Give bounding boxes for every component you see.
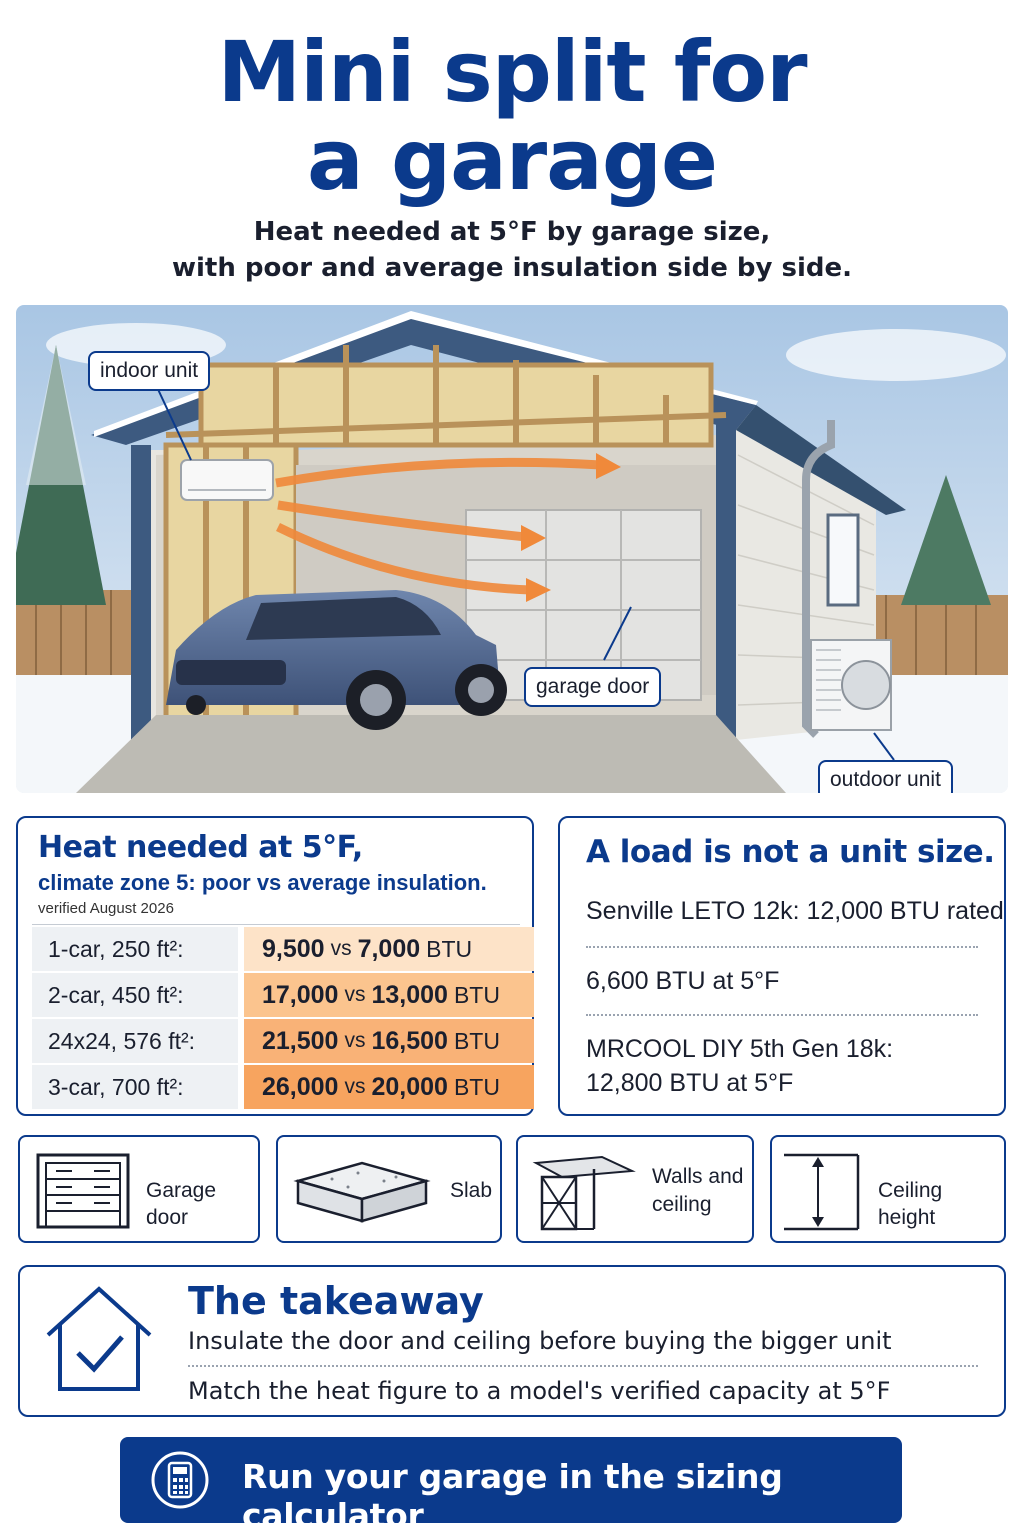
heat-table-divider [32, 924, 520, 925]
dotted-divider [586, 1014, 978, 1016]
vs-text: vs [344, 1075, 366, 1098]
average-value: 20,000 [371, 1072, 448, 1101]
senville-5f-text: 6,600 BTU at 5°F [586, 967, 780, 995]
walls-ceiling-icon [532, 1151, 636, 1233]
heat-panel-title: Heat needed at 5°F, [38, 830, 363, 865]
factor-card-garage-door [18, 1135, 260, 1243]
heat-row-values [244, 1065, 534, 1109]
heat-row-values [244, 973, 534, 1017]
unit-text: BTU [453, 981, 500, 1008]
heat-row-2-car [32, 973, 534, 1017]
heat-row-values [244, 1019, 534, 1063]
poor-value: 21,500 [262, 1026, 339, 1055]
load-vs-unit-panel [558, 816, 1006, 1116]
poor-value: 9,500 [262, 934, 325, 963]
garage-door-icon [34, 1151, 132, 1231]
callout-outdoor-unit: outdoor unit [818, 760, 953, 793]
subtitle-line-2: with poor and average insulation side by side. [171, 253, 853, 283]
title-line-1: Mini split for [217, 23, 807, 121]
factor-label: Garage door [146, 1179, 217, 1229]
page-title [0, 23, 1024, 209]
heat-row-values [244, 927, 534, 971]
mrcool-5f-text: 12,800 BTU at 5°F [586, 1069, 794, 1097]
factor-card-ceiling-height [770, 1135, 1006, 1243]
factor-card-slab [276, 1135, 502, 1243]
average-value: 16,500 [371, 1026, 448, 1055]
heat-row-label: 3-car, 700 ft²: [32, 1065, 238, 1109]
factor-label-line-1: Walls and [652, 1165, 744, 1188]
callout-garage-door: garage door [524, 667, 661, 707]
senville-rated-text: Senville LETO 12k: 12,000 BTU rated [586, 897, 1004, 925]
unit-text: BTU [453, 1073, 500, 1100]
heat-row-24x24 [32, 1019, 534, 1063]
vs-text: vs [344, 1029, 366, 1052]
page-subtitle [0, 214, 1024, 286]
poor-value: 17,000 [262, 980, 339, 1009]
unit-text: BTU [426, 935, 473, 962]
subtitle-line-1: Heat needed at 5°F by garage size, [253, 217, 771, 247]
heat-panel-subtitle: climate zone 5: poor vs average insulation. [38, 870, 487, 895]
average-value: 13,000 [371, 980, 448, 1009]
heat-row-1-car [32, 927, 534, 971]
factor-label-line-2: ceiling [652, 1193, 712, 1216]
heat-panel-verified: verified August 2026 [38, 900, 174, 917]
heat-row-label: 2-car, 450 ft²: [32, 973, 238, 1017]
callout-indoor-unit: indoor unit [88, 351, 210, 391]
house-check-icon [42, 1283, 156, 1395]
takeaway-title: The takeaway [188, 1279, 484, 1323]
dotted-divider [188, 1365, 978, 1367]
heat-row-label: 1-car, 250 ft²: [32, 927, 238, 971]
heat-row-3-car [32, 1065, 534, 1109]
load-panel-title: A load is not a unit size. [586, 834, 995, 870]
factor-label: Slab [450, 1179, 493, 1202]
ceiling-height-icon [782, 1151, 862, 1233]
takeaway-line-1: Insulate the door and ceiling before buying the bigger unit [188, 1327, 892, 1355]
title-line-2: a garage [307, 111, 717, 209]
poor-value: 26,000 [262, 1072, 339, 1101]
vs-text: vs [344, 983, 366, 1006]
sizing-calculator-label: Run your garage in the sizing calculator [242, 1457, 783, 1535]
sizing-calculator-button[interactable] [120, 1437, 902, 1535]
garage-illustration [16, 305, 1008, 793]
dotted-divider [586, 946, 978, 948]
average-value: 7,000 [357, 934, 421, 963]
mrcool-model-text: MRCOOL DIY 5th Gen 18k: [586, 1035, 894, 1063]
heat-row-label: 24x24, 576 ft²: [32, 1019, 238, 1063]
heat-needed-panel [16, 816, 534, 1116]
factor-card-walls-ceiling [516, 1135, 754, 1243]
calculator-icon [150, 1450, 210, 1510]
slab-icon [292, 1157, 432, 1227]
factor-label: Ceiling height [878, 1179, 943, 1229]
unit-text: BTU [453, 1027, 500, 1054]
vs-text: vs [330, 937, 352, 960]
takeaway-line-2: Match the heat figure to a model's verified capacity at 5°F [188, 1377, 891, 1405]
takeaway-panel [18, 1265, 1006, 1417]
